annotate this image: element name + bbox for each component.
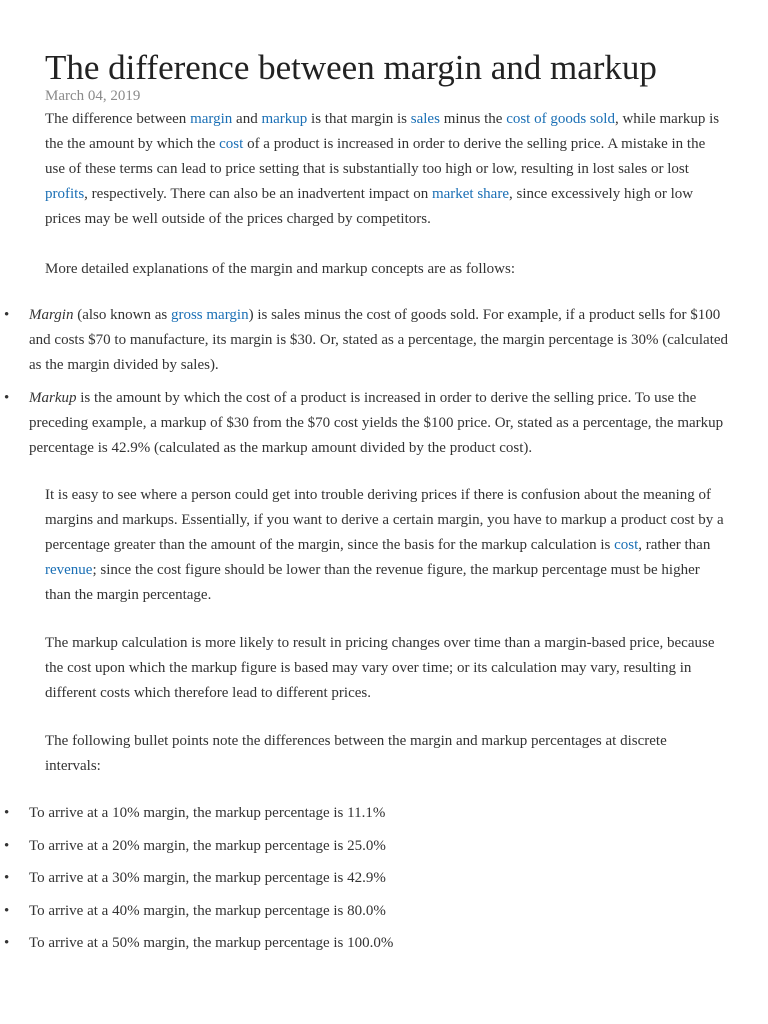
confusion-text: ; since the cost figure should be lower than the revenue figure, the markup percentage must be higher than the margin percentage. bbox=[45, 562, 700, 603]
definition-term: Markup bbox=[29, 390, 77, 406]
definitions-list bbox=[0, 303, 740, 461]
profits-link[interactable]: profits bbox=[45, 186, 85, 202]
bullet-icon: • bbox=[4, 307, 10, 323]
confusion-paragraph bbox=[45, 483, 725, 608]
interval-item bbox=[0, 899, 740, 924]
definition-item-margin bbox=[0, 303, 740, 378]
revenue-link[interactable]: revenue bbox=[45, 562, 93, 578]
bullet-icon: • bbox=[4, 390, 10, 406]
bullet-icon: • bbox=[4, 935, 10, 951]
definition-text: (also known as bbox=[73, 307, 171, 323]
gross-margin-link[interactable]: gross margin bbox=[170, 307, 249, 323]
interval-text: To arrive at a 50% margin, the markup percentage is 100.0% bbox=[29, 935, 394, 951]
calculation-paragraph: The markup calculation is more likely to result in pricing changes over time than a margin-based price, because the cost upon which the markup figure is based may vary over time; or its calculation may vary, resulting in different costs which therefore lead to different prices. bbox=[45, 635, 715, 701]
interval-item bbox=[0, 931, 740, 956]
detail-intro-paragraph: More detailed explanations of the margin and markup concepts are as follows: bbox=[45, 261, 515, 277]
intro-text: , while markup is the the amount by which the bbox=[45, 111, 720, 152]
interval-item bbox=[0, 801, 740, 826]
cost-of-goods-sold-link[interactable]: cost of goods sold bbox=[506, 111, 615, 127]
interval-text: To arrive at a 10% margin, the markup percentage is 11.1% bbox=[29, 805, 386, 821]
confusion-text: , rather than bbox=[638, 537, 711, 553]
intro-text: minus the bbox=[439, 111, 507, 127]
margin-link[interactable]: margin bbox=[190, 111, 233, 127]
interval-item bbox=[0, 866, 740, 891]
bullet-icon: • bbox=[4, 902, 10, 919]
intro-paragraph bbox=[45, 107, 725, 232]
intro-text: , since excessively high or low prices may be well outside of the prices charged by competitors. bbox=[45, 186, 694, 227]
intro-text: and bbox=[232, 111, 262, 127]
intervals-list bbox=[0, 801, 740, 956]
article-title: The difference between margin and markup bbox=[45, 48, 657, 87]
interval-text: To arrive at a 40% margin, the markup percentage is 80.0% bbox=[29, 902, 386, 919]
interval-text: To arrive at a 30% margin, the markup percentage is 42.9% bbox=[29, 870, 386, 886]
interval-text: To arrive at a 20% margin, the markup percentage is 25.0% bbox=[29, 837, 386, 854]
market-share-link[interactable]: market share bbox=[431, 186, 509, 202]
definition-term: Margin bbox=[29, 307, 74, 323]
confusion-text: It is easy to see where a person could get into trouble deriving prices if there is confusion about the meaning of margins and markups. Essentially, if you want to derive a certain margin, you have to markup a product cost by a percentage greater than the amount of the margin, since the basis for the markup calculation is bbox=[45, 487, 724, 553]
definition-text: is the amount by which the cost of a product is increased in order to derive the selling price. To use the preceding example, a markup of $30 from the $70 cost yields the $100 price. Or, stated as a percentage, the markup percentage is 42.9% (calculated as the markup amount divided by the product cost). bbox=[29, 390, 724, 456]
article-date: March 04, 2019 bbox=[45, 88, 141, 104]
cost-link[interactable]: cost bbox=[614, 537, 639, 553]
bullet-intro-paragraph: The following bullet points note the differences between the margin and markup percentages at discrete intervals: bbox=[45, 733, 667, 774]
bullet-icon: • bbox=[4, 805, 10, 821]
bullet-icon: • bbox=[4, 870, 10, 886]
definition-item-markup bbox=[0, 386, 740, 461]
sales-link[interactable]: sales bbox=[410, 111, 440, 127]
markup-link[interactable]: markup bbox=[261, 111, 308, 127]
intro-text: of a product is increased in order to derive the selling price. A mistake in the use of these terms can lead to price setting that is substantially too high or low, resulting in lost sales or lost bbox=[45, 136, 706, 177]
intro-text: is that margin is bbox=[307, 111, 411, 127]
bullet-icon: • bbox=[4, 837, 10, 854]
intro-text: The difference between bbox=[45, 111, 191, 127]
definition-text: ) is sales minus the cost of goods sold. For example, if a product sells for $100 and costs $70 to manufacture, its margin is $30. Or, stated as a percentage, the margin percentage is 30% (calculated as the margin divided by sales). bbox=[29, 307, 729, 373]
interval-item bbox=[0, 834, 740, 859]
cost-link[interactable]: cost bbox=[219, 136, 244, 152]
intro-text: , respectively. There can also be an inadvertent impact on bbox=[84, 186, 432, 202]
